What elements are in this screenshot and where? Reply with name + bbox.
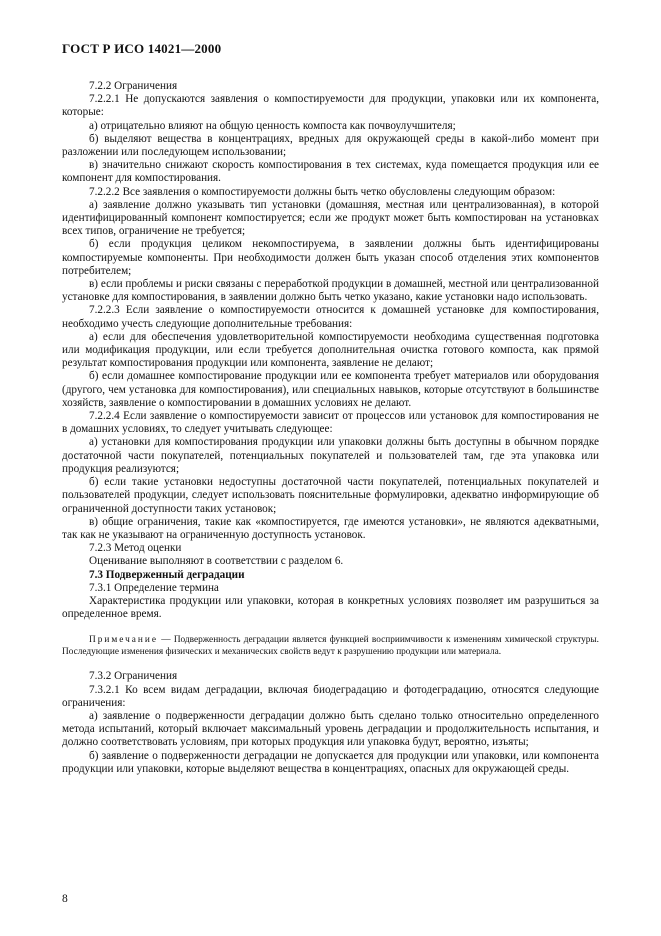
section-heading: 7.2.3 Метод оценки — [89, 542, 182, 555]
page-number: 8 — [62, 893, 68, 905]
list-item: в) общие ограничения, такие как «компостируется, где имеются установки», не являются адекватными, так как не указывают на ограниченную доступность установок. — [62, 515, 599, 541]
section-heading: 7.2.2 Ограничения — [89, 80, 178, 92]
paragraph: 7.2.2.2 Все заявления о компостируемости должны быть четко обусловлены следующим образом: — [89, 185, 556, 198]
note-label: Примечание — [89, 635, 158, 646]
list-item: в) если проблемы и риски связаны с переработкой продукции в домашней, местной или централизованной установке для компостирования, в заявлении должно быть четко указано, какие установки надо использовать. — [62, 278, 599, 304]
paragraph: 7.2.2.1 Не допускаются заявления о компостируемости для продукции, упаковки или их компонента, которые: — [62, 93, 599, 119]
list-item: а) заявление должно указывать тип установки (домашняя, местная или централизованная), в которой идентифицированный компонент компостируется; если же продукт может быть компостирован на установках всех типов, ограничение не требуется; — [62, 198, 599, 238]
section-heading: 7.3.2 Ограничения — [89, 670, 178, 683]
list-item: б) если домашнее компостирование продукции или ее компонента требует материалов или оборудования (другого, чем установка для компостирования), или специальных навыков, которые отсутствуют в большинстве хозяйств, заявление о компостировании в домашних условиях не делают. — [62, 370, 599, 409]
document-body — [62, 80, 599, 776]
paragraph: 7.2.2.4 Если заявление о компостируемости зависит от процессов или установок для компостирования не в домашних условиях, то следует учитывать следующее: — [62, 410, 599, 436]
note-text: — Подверженность деградации является функцией восприимчивости к изменениям химической структуры. Последующие изменения физических и механических свойств ведут к разрушению продукции или материала. — [62, 635, 599, 658]
section-heading: 7.3.1 Определение термина — [89, 581, 219, 594]
paragraph: Характеристика продукции или упаковки, которая в конкретных условиях позволяет им разрушиться за определенное время. — [62, 594, 599, 621]
list-item: а) установки для компостирования продукции или упаковки должны быть доступны в обычном порядке достаточной части покупателей, потенциальных покупателей и пользователей там, где эта упаковка или продукция реализуются; — [62, 436, 599, 475]
document-header: ГОСТ Р ИСО 14021—2000 — [62, 41, 222, 56]
note — [62, 634, 599, 658]
list-item: б) если такие установки недоступны достаточной части покупателей, потенциальных покупателей и пользователей продукции, следует использовать пояснительные формулировки, адекватно информирующие об ограниченной доступности таких установок; — [62, 476, 599, 515]
list-item: а) заявление о подверженности деградации должно быть сделано только относительно определенного метода испытаний, который включает максимальный уровень деградации и продолжительность испытания, и должно соответствовать условиям, при которых продукция или упаковка будут, вероятно, изъяты; — [62, 709, 599, 749]
section-title: 7.3 Подверженный деградации — [89, 568, 245, 581]
paragraph: Оценивание выполняют в соответствии с разделом 6. — [89, 555, 344, 568]
list-item: а) отрицательно влияют на общую ценность компоста как почвоулучшителя; — [89, 119, 456, 132]
paragraph: 7.3.2.1 Ко всем видам деградации, включая биодеградацию и фотодеградацию, относятся следующие ограничения: — [62, 683, 599, 709]
list-item: б) выделяют вещества в концентрациях, вредных для окружающей среды в какой-либо момент при разложении или последующем использовании; — [62, 132, 599, 159]
paragraph: 7.2.2.3 Если заявление о компостируемости относится к домашней установке для компостирования, необходимо учесть следующие дополнительные требования: — [62, 304, 599, 330]
list-item: б) если продукция целиком некомпостируема, в заявлении должны быть идентифицированы компостируемые компоненты. При необходимости должен быть указан способ отделения этих компонентов потребителем; — [62, 238, 599, 277]
list-item: а) если для обеспечения удовлетворительной компостируемости необходима существенная подготовка или модификация продукции, или если требуется дополнительная очистка готового компоста, как прямой результат компостирования продукции или компонента, заявление не делают; — [62, 330, 599, 370]
list-item: б) заявление о подверженности деградации не допускается для продукции или упаковки, или компонента продукции или упаковки, которые выделяют вещества в концентрациях, опасных для окружающей среды. — [62, 749, 599, 775]
list-item: в) значительно снижают скорость компостирования в тех системах, куда помещается продукция или ее компонент для компостирования. — [62, 159, 599, 185]
